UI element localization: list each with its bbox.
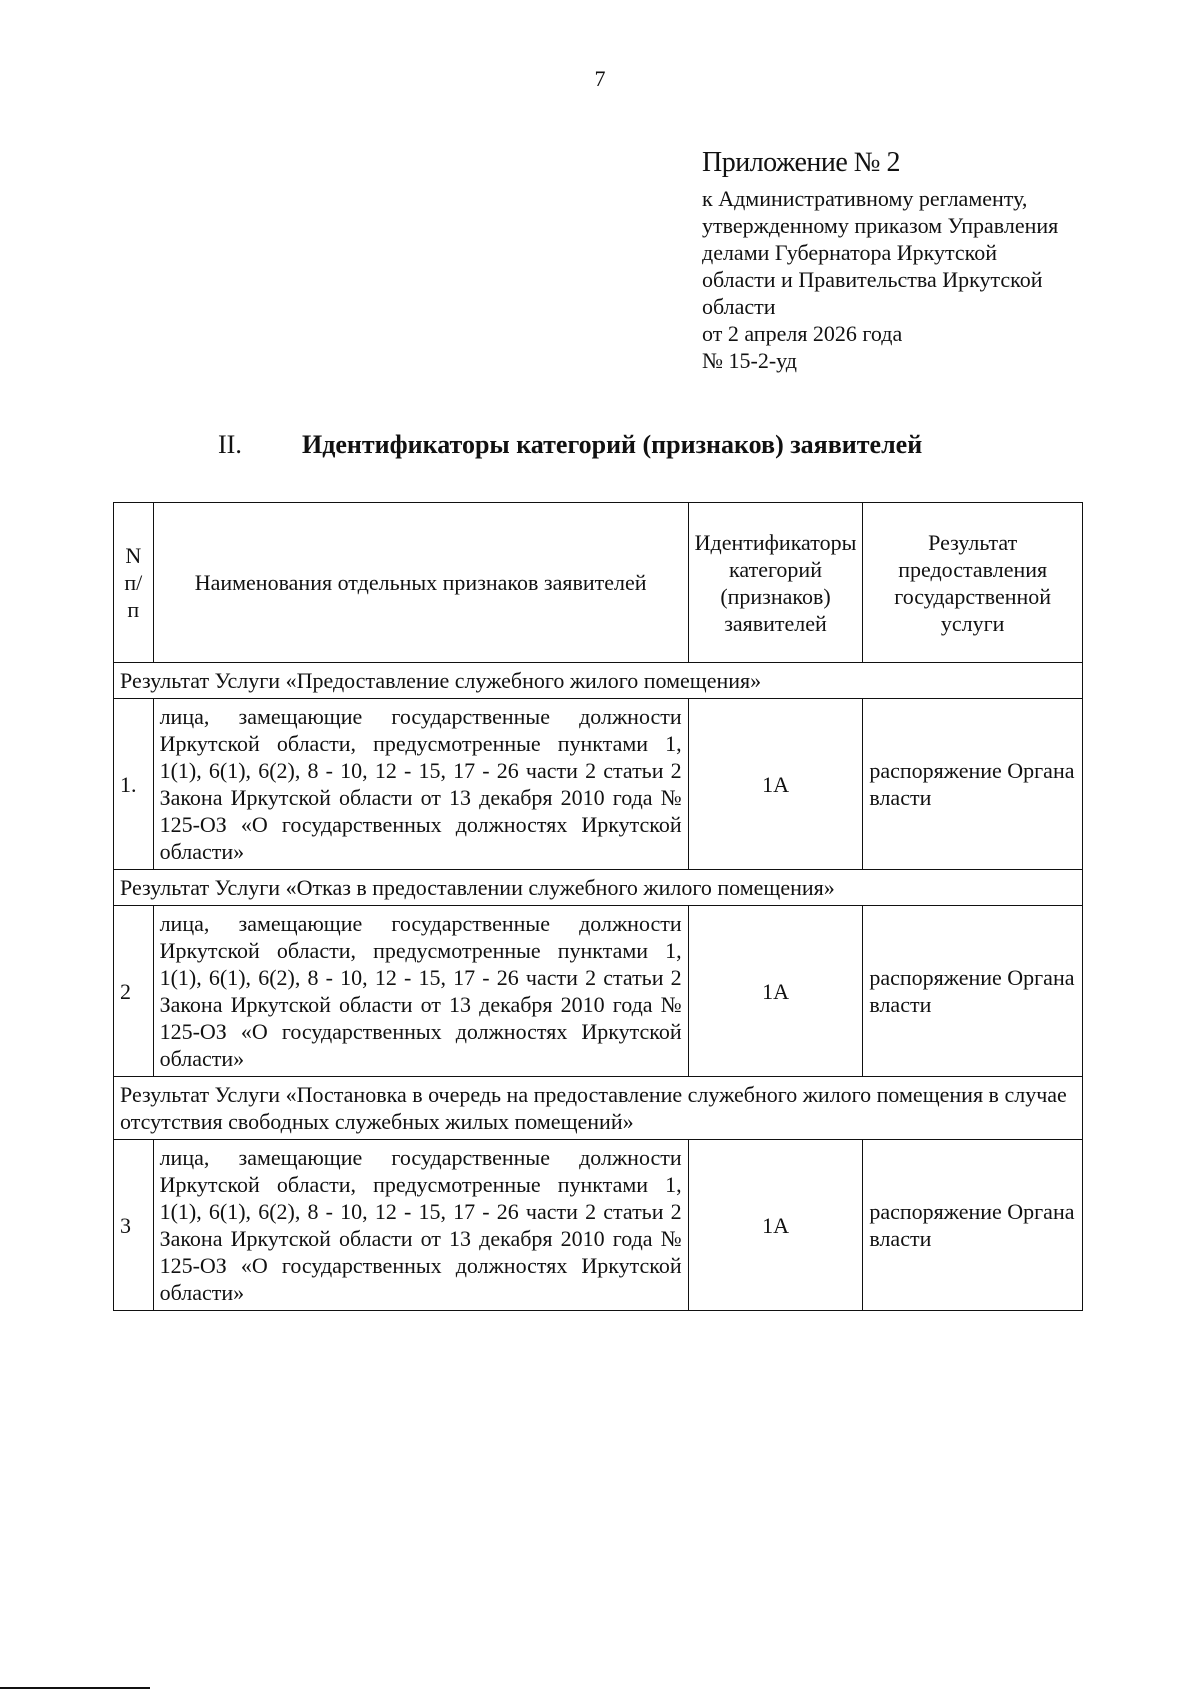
header-result: Результат предоставления государственной услуги [863,503,1083,663]
appendix-line: к Административному регламенту, [702,186,1028,211]
row-name: лица, замещающие государственные должности Иркутской области, предусмотренные пунктами 1, 1(1), 6(1), 6(2), 8 - 10, 12 - 15, 17 - 26 части 2 статьи 2 Закона Иркутской области от 13 декабря 2010 года № 125-ОЗ «О государственных должностях Иркутской области» [153,699,688,870]
row-result: распоряжение Органа власти [863,699,1083,870]
group-title: Результат Услуги «Предоставление служебного жилого помещения» [114,663,1083,699]
row-id: 1А [688,906,863,1077]
appendix-line: утвержденному приказом Управления [702,213,1059,238]
footer-divider [0,1687,150,1689]
group-title-row [114,870,1083,906]
row-id: 1А [688,1140,863,1311]
row-name: лица, замещающие государственные должности Иркутской области, предусмотренные пунктами 1, 1(1), 6(1), 6(2), 8 - 10, 12 - 15, 17 - 26 части 2 статьи 2 Закона Иркутской области от 13 декабря 2010 года № 125-ОЗ «О государственных должностях Иркутской области» [153,906,688,1077]
appendix-line: делами Губернатора Иркутской [702,240,997,265]
row-num: 1. [114,699,154,870]
appendix-line: области [702,294,776,319]
appendix-block [702,145,1122,374]
row-id: 1А [688,699,863,870]
section-number: II. [218,430,242,459]
group-title: Результат Услуги «Постановка в очередь на предоставление служебного жилого помещения в случае отсутствия свободных служебных жилых помещений» [114,1077,1083,1140]
header-id: Идентификаторы категорий (признаков) заявителей [688,503,863,663]
group-title-row [114,663,1083,699]
applicant-categories-table [113,502,1083,1311]
group-title: Результат Услуги «Отказ в предоставлении служебного жилого помещения» [114,870,1083,906]
table-header-row [114,503,1083,663]
table-row [114,1140,1083,1311]
header-name: Наименования отдельных признаков заявителей [153,503,688,663]
appendix-line: № 15-2-уд [702,348,797,373]
page-number: 7 [594,66,606,91]
group-title-row [114,1077,1083,1140]
row-result: распоряжение Органа власти [863,1140,1083,1311]
row-num: 3 [114,1140,154,1311]
table-row [114,699,1083,870]
row-num: 2 [114,906,154,1077]
appendix-line: области и Правительства Иркутской [702,267,1043,292]
appendix-line: от 2 апреля 2026 года [702,321,903,346]
section-title: Идентификаторы категорий (признаков) заявителей [302,430,923,459]
row-result: распоряжение Органа власти [863,906,1083,1077]
header-num: N п/п [114,503,154,663]
table-row [114,906,1083,1077]
appendix-title: Приложение № 2 [702,147,900,178]
row-name: лица, замещающие государственные должности Иркутской области, предусмотренные пунктами 1, 1(1), 6(1), 6(2), 8 - 10, 12 - 15, 17 - 26 части 2 статьи 2 Закона Иркутской области от 13 декабря 2010 года № 125-ОЗ «О государственных должностях Иркутской области» [153,1140,688,1311]
